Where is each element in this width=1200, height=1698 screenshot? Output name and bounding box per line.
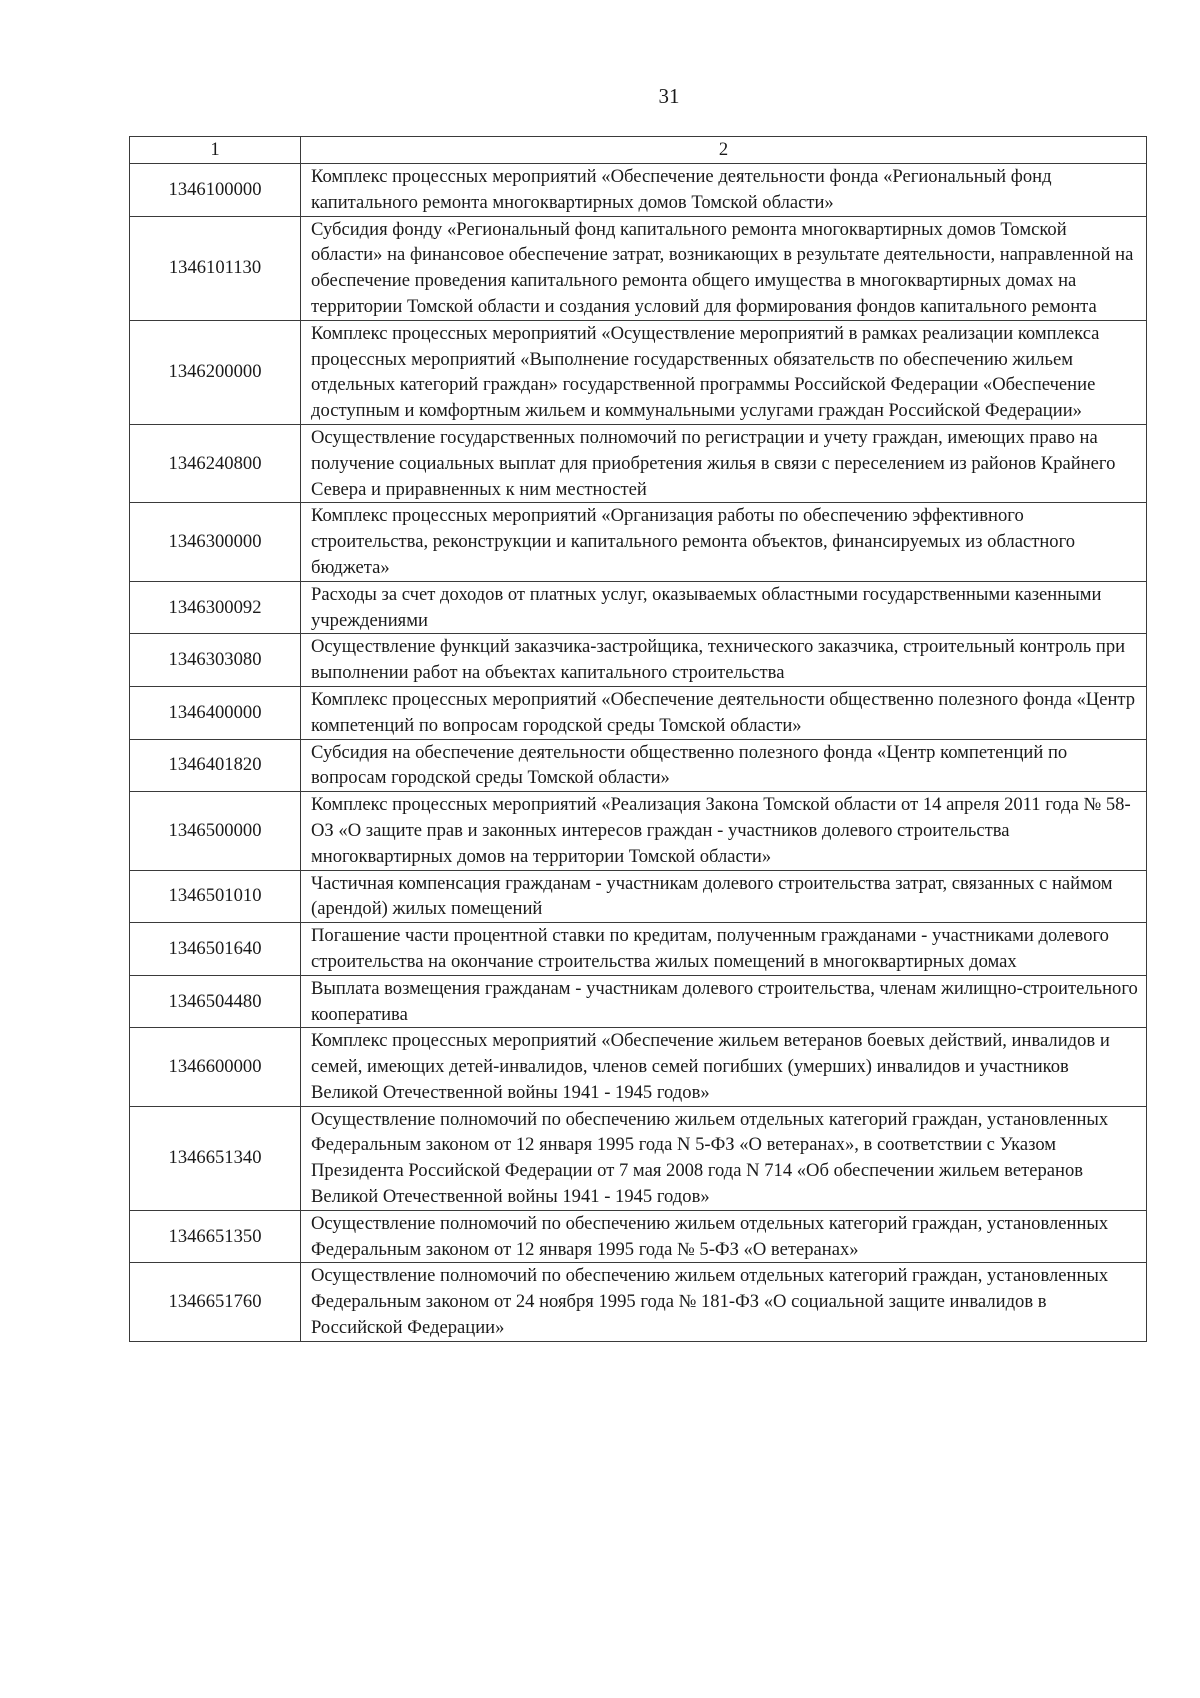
row-description: Субсидия фонду «Региональный фонд капитального ремонта многоквартирных домов Томской области» на финансовое обеспечение затрат, возникающих в результате деятельности, направленной на обеспечение проведения капитального ремонта общего имущества в многоквартирных домах на территории Томской области и создания условий для формирования фондов капитального ремонта (301, 216, 1147, 320)
table-row (130, 686, 1147, 739)
row-code: 1346400000 (130, 686, 301, 739)
row-code: 1346101130 (130, 216, 301, 320)
row-description: Комплекс процессных мероприятий «Обеспечение деятельности общественно полезного фонда «Центр компетенций по вопросам городской среды Томской области» (301, 686, 1147, 739)
row-code: 1346600000 (130, 1028, 301, 1106)
table-row (130, 1210, 1147, 1263)
row-code: 1346303080 (130, 634, 301, 687)
table-row (130, 503, 1147, 581)
row-code: 1346504480 (130, 975, 301, 1028)
table-row (130, 581, 1147, 634)
row-description: Комплекс процессных мероприятий «Реализация Закона Томской области от 14 апреля 2011 года № 58-ОЗ «О защите прав и законных интересов граждан - участников долевого строительства многоквартирных домов на территории Томской области» (301, 792, 1147, 870)
row-description: Осуществление государственных полномочий по регистрации и учету граждан, имеющих право на получение социальных выплат для приобретения жилья в связи с переселением из районов Крайнего Севера и приравненных к ним местностей (301, 424, 1147, 502)
table-row (130, 164, 1147, 217)
column-header-description: 2 (301, 137, 1147, 164)
row-code: 1346651760 (130, 1263, 301, 1341)
row-code: 1346501640 (130, 923, 301, 976)
row-description: Осуществление полномочий по обеспечению жильем отдельных категорий граждан, установленных Федеральным законом от 12 января 1995 года N 5-ФЗ «О ветеранах», в соответствии с Указом Президента Российской Федерации от 7 мая 2008 года N 714 «Об обеспечении жильем ветеранов Великой Отечественной войны 1941 - 1945 годов» (301, 1106, 1147, 1210)
row-description: Комплекс процессных мероприятий «Осуществление мероприятий в рамках реализации комплекса процессных мероприятий «Выполнение государственных обязательств по обеспечению жильем отдельных категорий граждан» государственной программы Российской Федерации «Обеспечение доступным и комфортным жильем и коммунальными услугами граждан Российской Федерации» (301, 320, 1147, 424)
table-row (130, 870, 1147, 923)
row-code: 1346651340 (130, 1106, 301, 1210)
row-description: Осуществление полномочий по обеспечению жильем отдельных категорий граждан, установленных Федеральным законом от 24 ноября 1995 года № 181-ФЗ «О социальной защите инвалидов в Российской Федерации» (301, 1263, 1147, 1341)
table-header-row (130, 137, 1147, 164)
row-description: Осуществление функций заказчика-застройщика, технического заказчика, строительный контроль при выполнении работ на объектах капитального строительства (301, 634, 1147, 687)
table-row (130, 1263, 1147, 1341)
table-row (130, 923, 1147, 976)
table-row (130, 424, 1147, 502)
column-header-code: 1 (130, 137, 301, 164)
row-description: Осуществление полномочий по обеспечению жильем отдельных категорий граждан, установленных Федеральным законом от 12 января 1995 года № 5-ФЗ «О ветеранах» (301, 1210, 1147, 1263)
page-number: 31 (658, 84, 680, 108)
budget-classification-table (129, 136, 1147, 1342)
table-row (130, 320, 1147, 424)
table-row (130, 739, 1147, 792)
table-row (130, 216, 1147, 320)
table-row (130, 792, 1147, 870)
table-row (130, 975, 1147, 1028)
table-row (130, 1028, 1147, 1106)
row-code: 1346500000 (130, 792, 301, 870)
row-description: Частичная компенсация гражданам - участникам долевого строительства затрат, связанных с наймом (арендой) жилых помещений (301, 870, 1147, 923)
row-code: 1346100000 (130, 164, 301, 217)
table-row (130, 634, 1147, 687)
row-description: Комплекс процессных мероприятий «Обеспечение жильем ветеранов боевых действий, инвалидов и семей, имеющих детей-инвалидов, членов семей погибших (умерших) инвалидов и участников Великой Отечественной войны 1941 - 1945 годов» (301, 1028, 1147, 1106)
row-code: 1346240800 (130, 424, 301, 502)
table-row (130, 1106, 1147, 1210)
row-code: 1346501010 (130, 870, 301, 923)
row-code: 1346200000 (130, 320, 301, 424)
row-description: Комплекс процессных мероприятий «Обеспечение деятельности фонда «Региональный фонд капитального ремонта многоквартирных домов Томской области» (301, 164, 1147, 217)
row-description: Выплата возмещения гражданам - участникам долевого строительства, членам жилищно-строительного кооператива (301, 975, 1147, 1028)
row-description: Погашение части процентной ставки по кредитам, полученным гражданами - участниками долевого строительства на окончание строительства жилых помещений в многоквартирных домах (301, 923, 1147, 976)
row-code: 1346300092 (130, 581, 301, 634)
row-description: Комплекс процессных мероприятий «Организация работы по обеспечению эффективного строительства, реконструкции и капитального ремонта объектов, финансируемых из областного бюджета» (301, 503, 1147, 581)
row-code: 1346651350 (130, 1210, 301, 1263)
row-description: Субсидия на обеспечение деятельности общественно полезного фонда «Центр компетенций по вопросам городской среды Томской области» (301, 739, 1147, 792)
row-code: 1346300000 (130, 503, 301, 581)
row-description: Расходы за счет доходов от платных услуг, оказываемых областными государственными казенными учреждениями (301, 581, 1147, 634)
row-code: 1346401820 (130, 739, 301, 792)
